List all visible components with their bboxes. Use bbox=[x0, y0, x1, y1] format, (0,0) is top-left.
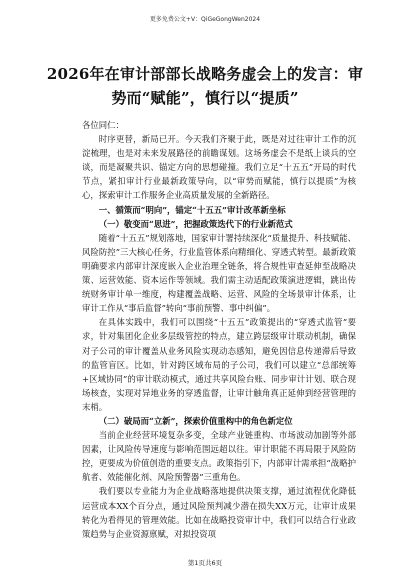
paragraph-intro: 时序更替，新局已开。今天我们齐聚于此，既是对过往审计工作的沉淀梳理，也是对未来发展路径的前瞻谋划。这场务虚会不是纸上谈兵的空谈，而是凝聚共识、锚定方向的思想碰撞。我们立足“十五五”开局的时代节点，紧扣审计行业最新政策导向，以“审势而赋能，慎行以提质”为核心，探索审计工作服务企业高质量发展的全新路径。 bbox=[82, 134, 356, 201]
paragraph-practice: 在具体实践中，我们可以围绕“十五五”政策提出的“穿透式监管”要求，针对集团化企业多层级管控的特点，建立跨层级审计联动机制，确保对子公司的审计覆盖从业务风险实现动态感知，避免因信息传递滞后导致的监管盲区。比如，针对跨区域布局的子公司，我们可以建立“总部统筹+区域协同”的审计联动模式，通过共享风险台账、同步审计计划、联合现场核查，实现对异地业务的穿透监督，让审计触角真正延伸到经营管理的末梢。 bbox=[82, 317, 356, 412]
page-footer: 第1页共6页 bbox=[187, 559, 223, 567]
salutation: 各位同仁： bbox=[82, 120, 124, 130]
document-body bbox=[82, 118, 356, 541]
subsection-heading-2: （二）破局而“立新”，探索价值重构中的角色新定位 bbox=[98, 415, 293, 426]
paragraph-policy: 随着“十五五”规划落地，国家审计署持续深化“质量提升、科技赋能、风险防控”三大核心任务，行业监管体系向精细化、穿透式转型。最新政策明确要求内部审计深度嵌入企业治理全链条，将合规性审查延伸至战略决策、运营效能、资本运作等领域。我们需主动适配政策演进逻辑，跳出传统财务审计单一维度，构建覆盖战略、运营、风险的全场景审计体系，让审计工作从“事后监督”转向“事前预警、事中纠偏”。 bbox=[82, 232, 356, 314]
page-header: 更多免费公文+V：QiGeGongWen2024 bbox=[149, 16, 261, 23]
subsection-heading-1: （一）敬变而“思进”，把握政策迭代下的行业新范式 bbox=[98, 218, 293, 229]
section-heading-1: 一、循策而“明向”，锚定“十五五”审计改革新坐标 bbox=[98, 204, 286, 215]
paragraph-environment: 当前企业经营环境复杂多变，全球产业链重构、市场波动加剧等外部因素，让风险传导速度与影响范围远超以往。审计职能不再局限于风险防控，更要成为价值创造的重要支点。政策指引下，内部审计需承担“战略护航者、效能催化剂、风险预警器”三重角色。 bbox=[82, 430, 356, 483]
paragraph-capability: 我们要以专业能力为企业战略落地提供决策支撑，通过流程优化降低运营成本XX个百分点，通过风险预判减少潜在损失XX万元，让审计成果转化为看得见的管理效能。比如在战略投资审计中，我们可以结合行业政策趋势与企业资源禀赋，对拟投资项 bbox=[82, 486, 356, 539]
document-title: 2026年在审计部部长战略务虚会上的发言：审势而“赋能”，慎行以“提质” bbox=[46, 65, 364, 107]
